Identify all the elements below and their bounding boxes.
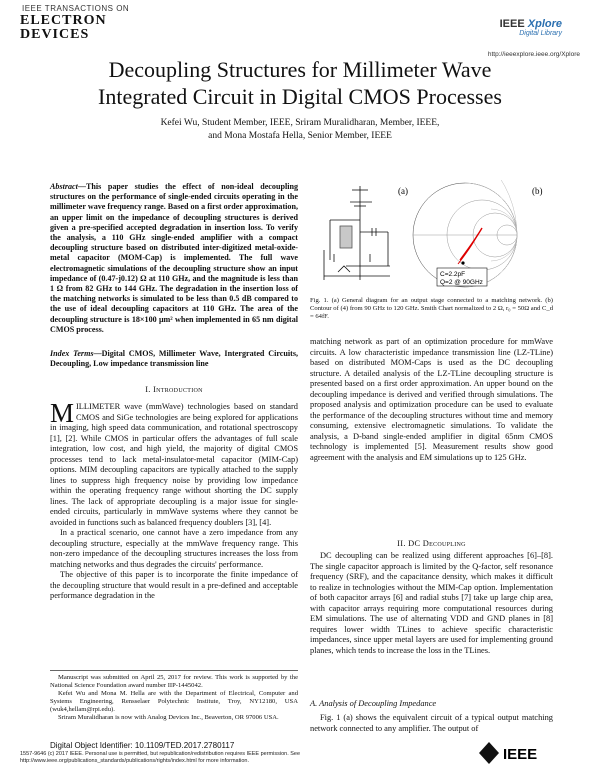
xplore-brand2: Xplore <box>527 18 562 30</box>
index-terms <box>50 349 298 369</box>
intro-p2: In a practical scenario, one cannot have a zero impedance from any decoupling structure, especially at the mmWave frequency range. This non-zero impedance of the decoupling structures increases the loss from matching networks and thus degrades the circuits' performance. <box>50 528 298 569</box>
journal-series-label: IEEE TRANSACTIONS ON <box>22 4 130 13</box>
intro-p3: The objective of this paper is to incorporate the finite impedance of the decoupling structure that would result in a pre-defined and acceptable performance degradation in the <box>50 570 298 600</box>
figure-annot-cap: C=2.2pF <box>440 271 466 278</box>
ieee-logo <box>477 740 557 766</box>
intro-continued-text: matching network as part of an optimization procedure for mmWave circuits. A low characteristic impedance transmission line (LZ-TLine) based on distributed MOM-Caps is used as the DC decoupling structure. A detailed analysis of the LZ-TLine decoupling structure is presented based on a first order approximation. An upper bound on the decoupling impedance is derived and verified through simulations. The proposed analysis and optimization procedure can be used to evaluate the performance of the decoupling structures without time and memory consuming, extensive electromagnetic simulations. To validate the analysis, a D-band single-ended amplifier in digital 65nm CMOS technology is implemented [5]. Measurement results show good agreement with the analysis and EM simulations up to 125 GHz. <box>310 337 553 462</box>
journal-name-line2: DEVICES <box>20 27 90 42</box>
xplore-brand: IEEE <box>499 18 525 30</box>
figure-label-b: (b) <box>532 186 543 196</box>
copyright-notice: 1557-9646 (c) 2017 IEEE. Personal use is permitted, but republication/redistribution requires IEEE permission. See http://www.ieee.org/publications_standards/publications/rights/index.html for more information. <box>20 751 301 764</box>
abstract-lead: Abstract <box>50 182 78 191</box>
journal-name <box>20 14 107 42</box>
xplore-url[interactable]: http://ieeexplore.ieee.org/Xplore <box>487 51 580 58</box>
figure-1-caption: Fig. 1. (a) General diagram for an output stage connected to a matching network. (b) Contour of (4) from 90 GHz to 120 GHz. Smith Chart normalized to 2 Ω, r₀ = 50Ω and C_d = 64fF. <box>310 297 553 320</box>
figure-1-graphic <box>310 180 553 290</box>
section-heading-dc: II. DC Decoupling <box>397 539 466 548</box>
intro-body <box>50 398 298 602</box>
ieee-logo-text: IEEE <box>503 746 538 763</box>
dc-decoupling-body <box>310 551 553 656</box>
circuit-diagram <box>324 186 390 280</box>
title-line2: Integrated Circuit in Digital CMOS Processes <box>98 84 502 109</box>
dc-p2: Fig. 1 (a) shows the equivalent circuit of a typical output matching network connected to any amplifier. The output of <box>310 713 553 733</box>
ieee-xplore-logo <box>500 18 562 37</box>
subsection-body <box>310 713 553 734</box>
footnote-p3: Sriram Muralidharan is now with Analog Devices Inc., Beaverton, OR 97006 USA. <box>58 714 279 721</box>
intro-p1: ILLIMETER wave (mmWave) technologies based on standard CMOS and SiGe technologies are being explored for applications in imaging, high speed data communication, and rotational spectroscopy [1], [2]. While CMOS in particular offers the advantages of full scale integration, low cost, and high yield, the majority of digital CMOS processes tend to lack metal-insulator-metal capacitor (MIM-Cap) options. MIM decoupling capacitors are typically attached to the supply lines to suppress high frequency noise by providing low impedance within the operating frequency range without shorting the DC supply lines. The lack of appropriate decoupling is a major issue for single-ended circuits, particularly in mmWave systems where they cannot be avoided in functions such as balanced frequency doublers [3], [4]. <box>50 402 298 527</box>
index-terms-lead: Index Terms <box>50 349 94 358</box>
title-line1: Decoupling Structures for Millimeter Wave <box>108 57 492 82</box>
authors-line1: Kefei Wu, Student Member, IEEE, Sriram Muralidharan, Member, IEEE, <box>160 118 440 128</box>
figure-annot-q: Q=2 @ 90GHz <box>440 279 483 286</box>
paper-title <box>40 56 560 110</box>
footnote-p1: Manuscript was submitted on April 25, 2017 for review. This work is supported by the National Science Foundation award number IIP-1445042. <box>50 674 298 689</box>
section-heading-intro: I. Introduction <box>145 385 203 394</box>
dc-p1: DC decoupling can be realized using different approaches [6]–[8]. The single capacitor approach is limited by the Q-factor, self resonance frequency (SRF), and the capacitance density, which makes it difficult to realize in technologies without the MIM-Cap option. Implementation of both capacitor arrays [6] and radial stubs [7] take up large chip area, with capacitor arrays requiring more computational resources during EM simulations. The use of alternating VDD and GND planes in [8] requires lower width TLines to achieve specific characteristic impedances, since upper metal layers are used for implementing ground planes, which tends to increase the loss in the TLines. <box>310 551 553 655</box>
subsection-heading: A. Analysis of Decoupling Impedance <box>310 699 437 708</box>
footnote-p2: Kefei Wu and Mona M. Hella are with the Department of Electrical, Computer and Systems Engineering, Rensselaer Polytechnic Institute, Troy, NY12180, USA (wuk4,hellam@rpi.edu). <box>50 690 298 713</box>
ieee-diamond-icon <box>477 740 557 766</box>
authors-line2: and Mona Mostafa Hella, Senior Member, IEEE <box>208 131 392 141</box>
index-terms-text: —Digital CMOS, Millimeter Wave, Intergrated Circuits, Decoupling, Low impedance transmission line <box>50 349 298 369</box>
abstract-text: —This paper studies the effect of non-ideal decoupling structures on the performance of single-ended circuits operating in the millimeter wave frequency range. Based on a first order approximation, an upper limit on the impedance of decoupling structures is derived given a pre-specified accepted degradation in insertion loss. To verify the analysis, a 110 GHz single-ended amplifier with a compact decoupling structure based on distributed inter-digitized metal-oxide-metal capacitor (MOM-Cap) is implemented. The full wave electromagnetic simulations of the decoupling structure show an input impedance of (0.47-j0.12) Ω at 110 GHz, and the magnitude is less than 1 Ω from 82 GHz to 144 GHz. The degradation in the insertion loss of the matching networks is simulated to be less than 0.5 dB compared to the use of ideal decoupling capacitors at 110 GHz. The area of the decoupling structure is 18×100 μm² when implemented in 65 nm digital CMOS process. <box>50 182 298 334</box>
drop-cap: M <box>50 398 75 428</box>
author-list <box>40 117 560 143</box>
figure-label-a: (a) <box>398 186 408 196</box>
footnote <box>50 670 298 722</box>
doi-line: Digital Object Identifier: 10.1109/TED.2017.2780117 <box>50 741 235 750</box>
figure-1 <box>310 180 553 290</box>
journal-name-line1: ELECTRON <box>20 13 107 28</box>
abstract <box>50 182 298 335</box>
intro-continuation <box>310 337 553 463</box>
xplore-subtitle: Digital Library <box>519 30 562 37</box>
